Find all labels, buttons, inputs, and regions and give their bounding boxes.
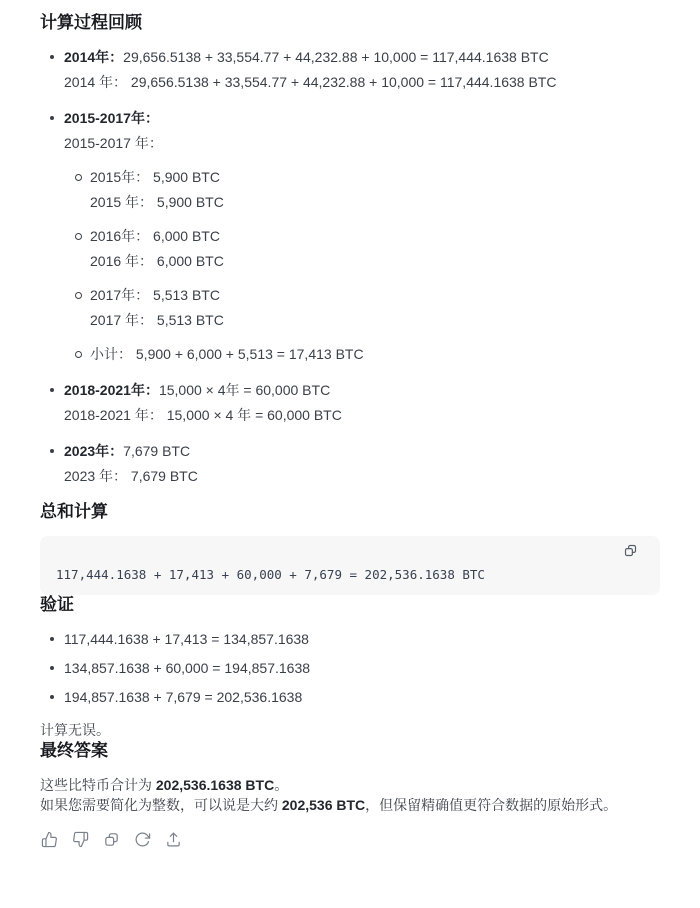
- thumbs-up-button[interactable]: [40, 830, 59, 849]
- list-item: [64, 167, 660, 213]
- item-dup-line: 2015-2017 年：: [64, 135, 163, 151]
- item-label: 2014年：: [64, 49, 124, 65]
- share-button[interactable]: [164, 830, 183, 849]
- share-upload-icon: [165, 831, 182, 848]
- list-item: [40, 47, 660, 93]
- verify-line: 134,857.1638 + 60,000 = 194,857.1638: [64, 660, 311, 676]
- list-item: [40, 629, 660, 650]
- copy-icon: [103, 831, 120, 848]
- regenerate-button[interactable]: [133, 830, 152, 849]
- verify-note: 计算无误。: [40, 722, 110, 738]
- list-item: [40, 380, 660, 426]
- thumbs-up-icon: [41, 831, 58, 848]
- item-text: 15,000 × 4年 = 60,000 BTC: [158, 382, 331, 398]
- section-heading-sum: 总和计算: [40, 502, 108, 521]
- copy-code-button[interactable]: [623, 543, 638, 558]
- final-rounded-value: 202,536 BTC: [281, 797, 366, 813]
- verify-line: 194,857.1638 + 7,679 = 202,536.1638: [64, 689, 303, 705]
- list-item: [40, 108, 660, 365]
- code-content[interactable]: 117,444.1638 + 17,413 + 60,000 + 7,679 = 202,536.1638 BTC: [56, 567, 485, 582]
- final-line1-suffix: 。: [274, 777, 289, 793]
- item-dup-line: 2023 年： 7,679 BTC: [64, 468, 198, 484]
- item-label: 2023年：: [64, 443, 124, 459]
- list-item: [64, 344, 660, 365]
- list-item: [40, 658, 660, 679]
- section-heading-review: 计算过程回顾: [40, 13, 142, 32]
- item-dup-line: 2015 年： 5,900 BTC: [90, 194, 224, 210]
- item-label: 2015-2017年：: [64, 110, 159, 126]
- item-dup-line: 2016 年： 6,000 BTC: [90, 253, 224, 269]
- list-item: [64, 226, 660, 272]
- review-list: [40, 47, 660, 487]
- section-heading-final: 最终答案: [40, 741, 108, 760]
- final-answer: [40, 775, 660, 815]
- final-line2-prefix: 如果您需要简化为整数，可以说是大约: [40, 797, 282, 813]
- section-heading-verify: 验证: [40, 595, 74, 614]
- message-actions: [40, 830, 660, 849]
- thumbs-down-icon: [72, 831, 89, 848]
- item-label: 2018-2021年：: [64, 382, 159, 398]
- item-line: 2017年： 5,513 BTC: [90, 287, 220, 303]
- code-block: [40, 536, 660, 595]
- item-line: 小计： 5,900 + 6,000 + 5,513 = 17,413 BTC: [90, 346, 364, 362]
- item-line: 2015年： 5,900 BTC: [90, 169, 220, 185]
- regenerate-icon: [134, 831, 151, 848]
- item-line: [64, 47, 660, 68]
- verify-line: 117,444.1638 + 17,413 = 134,857.1638: [64, 631, 309, 647]
- thumbs-down-button[interactable]: [71, 830, 90, 849]
- item-line: [64, 380, 660, 401]
- final-line2-suffix: ，但保留精确值更符合数据的原始形式。: [365, 797, 618, 813]
- item-dup-line: 2018-2021 年： 15,000 × 4 年 = 60,000 BTC: [64, 407, 342, 423]
- review-sublist: [64, 167, 660, 365]
- item-dup-line: 2017 年： 5,513 BTC: [90, 312, 224, 328]
- item-text: 7,679 BTC: [123, 443, 191, 459]
- item-text: 29,656.5138 + 33,554.77 + 44,232.88 + 10,000 = 117,444.1638 BTC: [123, 49, 549, 65]
- final-line1-prefix: 这些比特币合计为: [40, 777, 156, 793]
- item-line: 2016年： 6,000 BTC: [90, 228, 220, 244]
- verify-list: [40, 629, 660, 708]
- final-total-value: 202,536.1638 BTC: [155, 777, 275, 793]
- list-item: [64, 285, 660, 331]
- copy-message-button[interactable]: [102, 830, 121, 849]
- item-dup-line: 2014 年： 29,656.5138 + 33,554.77 + 44,232.88 + 10,000 = 117,444.1638 BTC: [64, 74, 557, 90]
- list-item: [40, 687, 660, 708]
- item-line: [64, 108, 660, 129]
- item-line: [64, 441, 660, 462]
- list-item: [40, 441, 660, 487]
- copy-icon: [623, 543, 638, 558]
